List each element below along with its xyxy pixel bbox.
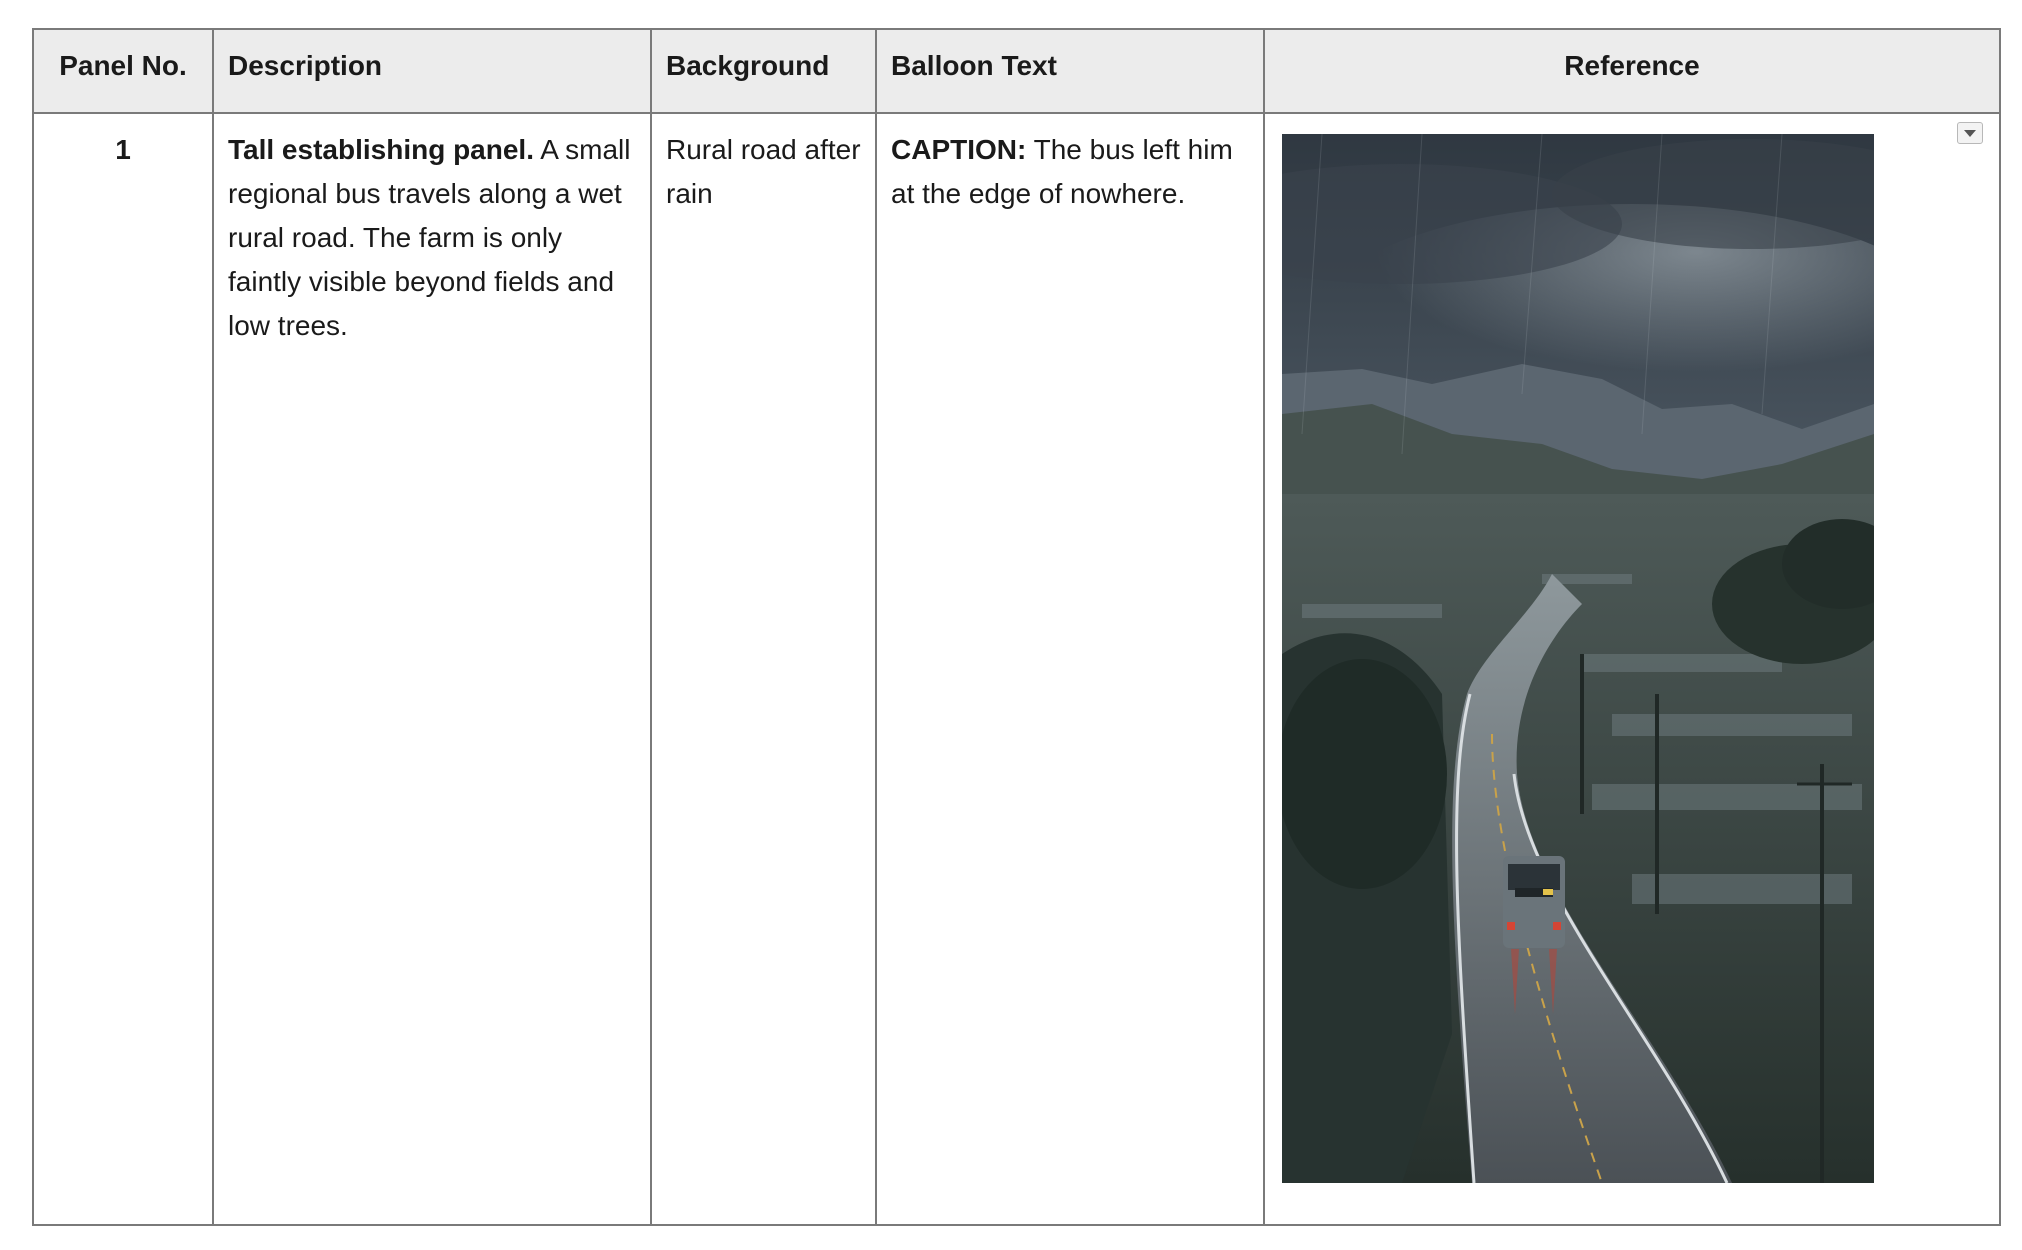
header-reference: Reference: [1264, 29, 2000, 113]
bus: [1503, 856, 1565, 948]
panel-number: 1: [33, 113, 213, 1225]
panel-background: Rural road after rain: [651, 113, 876, 1225]
caption-text: The bus left him at the edge of nowhere.: [891, 134, 1233, 209]
header-balloon-text: Balloon Text: [876, 29, 1264, 113]
panel-reference: [1264, 113, 2000, 1225]
table-header-row: [33, 29, 2000, 113]
header-description: Description: [213, 29, 651, 113]
chevron-down-icon[interactable]: [1957, 122, 1983, 144]
description-body: A small regional bus travels along a wet rural road. The farm is only faintly visible beyond fields and low trees.: [228, 134, 631, 341]
reference-image[interactable]: [1282, 134, 1874, 1183]
caption-label: CAPTION:: [891, 134, 1027, 165]
panel-script-table: [32, 28, 2001, 1226]
header-panel-no: Panel No.: [33, 29, 213, 113]
panel-balloon-text: [876, 113, 1264, 1225]
header-background: Background: [651, 29, 876, 113]
panel-description: [213, 113, 651, 1225]
table-row: [33, 113, 2000, 1225]
description-lead: Tall establishing panel.: [228, 134, 534, 165]
